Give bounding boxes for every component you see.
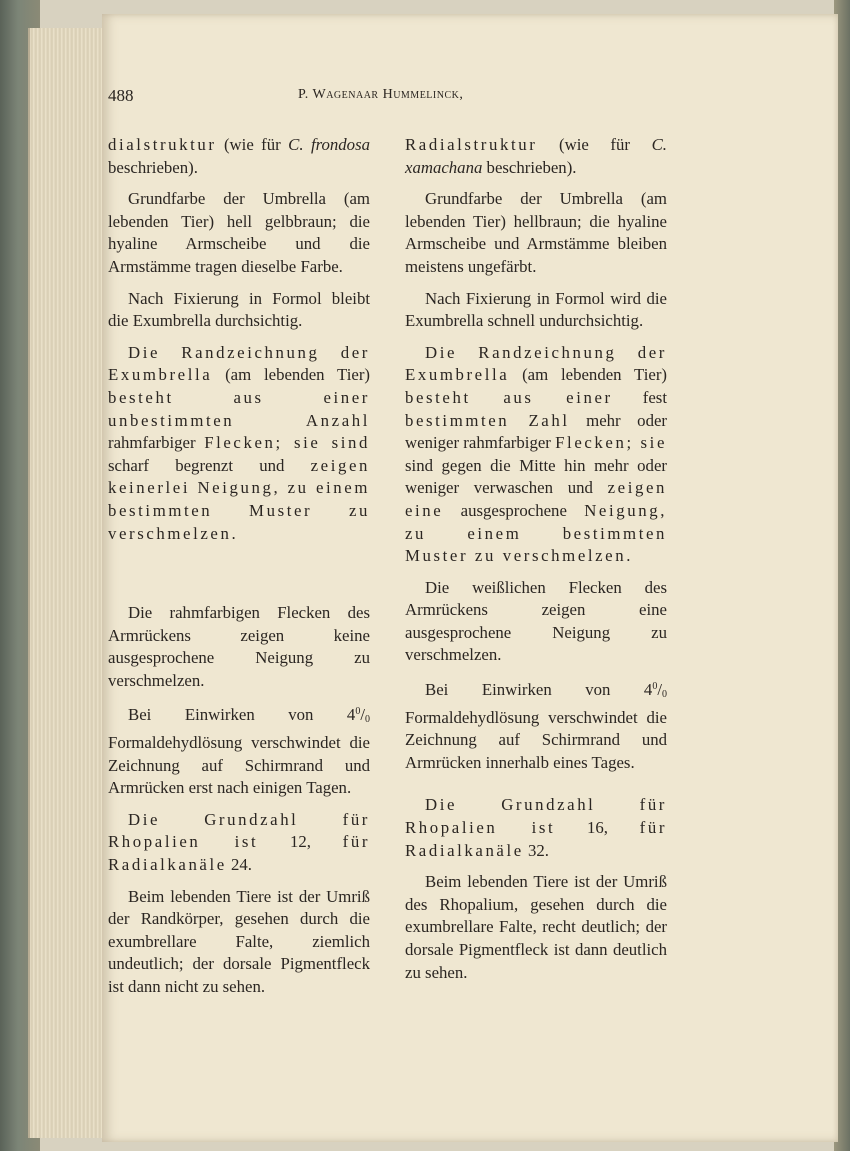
running-head: P. Wagenaar Hummelinck, — [298, 87, 464, 102]
left-paragraph-1: dialstruktur (wie für C. frondosa beschrieben). — [108, 135, 370, 177]
right-paragraph-4: Die Randzeichnung der Exumbrella (am lebenden Tier) besteht aus einer fest bestimmten Zahl mehr oder weniger rahmfarbiger Flecken; sie sind gegen die Mitte hin mehr oder weniger verwaschen und zeigen eine ausgesprochene Neigung, zu einem bestimmten Muster zu verschmelzen. — [405, 342, 667, 566]
left-spacer — [108, 554, 370, 602]
left-paragraph-6: Bei Einwirken von $4^0/_0$ Formaldehydlösung verschwindet die Zeichnung auf Schirmrand und Armrücken erst nach einigen Tagen. — [108, 705, 370, 798]
left-paragraph-7: Die Grundzahl für Rhopalien ist 12, für Radialkanäle 24. — [108, 809, 371, 875]
left-paragraph-8: Beim lebenden Tiere ist der Umriß der Randkörper, gesehen durch die exumbrellare Falte, ziemlich undeutlich; der dorsale Pigmentfleck ist dann nicht zu sehen. — [108, 886, 370, 996]
right-paragraph-8: Beim lebenden Tiere ist der Umriß des Rhopalium, gesehen durch die exumbrellare Falte, recht deutlich; der dorsale Pigmentfleck ist dann deutlich zu sehen. — [405, 872, 667, 982]
right-paragraph-3: Nach Fixierung in Formol wird die Exumbrella schnell undurchsichtig. — [405, 288, 667, 331]
page-number: 488 — [108, 86, 134, 105]
right-paragraph-7: Die Grundzahl für Rhopalien ist 16, für Radialkanäle 32. — [405, 795, 668, 860]
right-spacer — [405, 783, 667, 794]
left-paragraph-3: Nach Fixierung in Formol bleibt die Exumbrella durchsichtig. — [108, 288, 370, 331]
right-paragraph-6: Bei Einwirken von $4^0/_0$ Formaldehydlösung verschwindet die Zeichnung auf Schirmrand und Armrücken innerhalb eines Tages. — [405, 680, 667, 772]
left-paragraph-4: Die Randzeichnung der Exumbrella (am lebenden Tier) besteht aus einer unbestimmten Anzahl rahmfarbiger Flecken; sie sind scharf begrenzt und zeigen keinerlei Neigung, zu einem bestimmten Muster zu verschmelzen. — [108, 342, 370, 543]
right-paragraph-5: Die weißlichen Flecken des Armrückens zeigen eine ausgesprochene Neigung zu verschmelzen. — [405, 577, 667, 665]
right-paragraph-1: Radialstruktur (wie für C. xamachana beschrieben). — [405, 135, 667, 177]
right-column — [405, 134, 667, 993]
left-paragraph-2: Grundfarbe der Umbrella (am lebenden Tier) hell gelbbraun; die hyaline Armscheibe und die Armstämme tragen dieselbe Farbe. — [108, 189, 370, 276]
left-paragraph-5: Die rahmfarbigen Flecken des Armrückens zeigen keine ausgesprochene Neigung zu verschmelzen. — [108, 603, 370, 690]
left-column — [108, 134, 370, 1008]
page-header — [108, 86, 668, 110]
right-paragraph-2: Grundfarbe der Umbrella (am lebenden Tier) hellbraun; die hyaline Armscheibe und Armstämme bleiben meistens ungefärbt. — [405, 189, 667, 276]
